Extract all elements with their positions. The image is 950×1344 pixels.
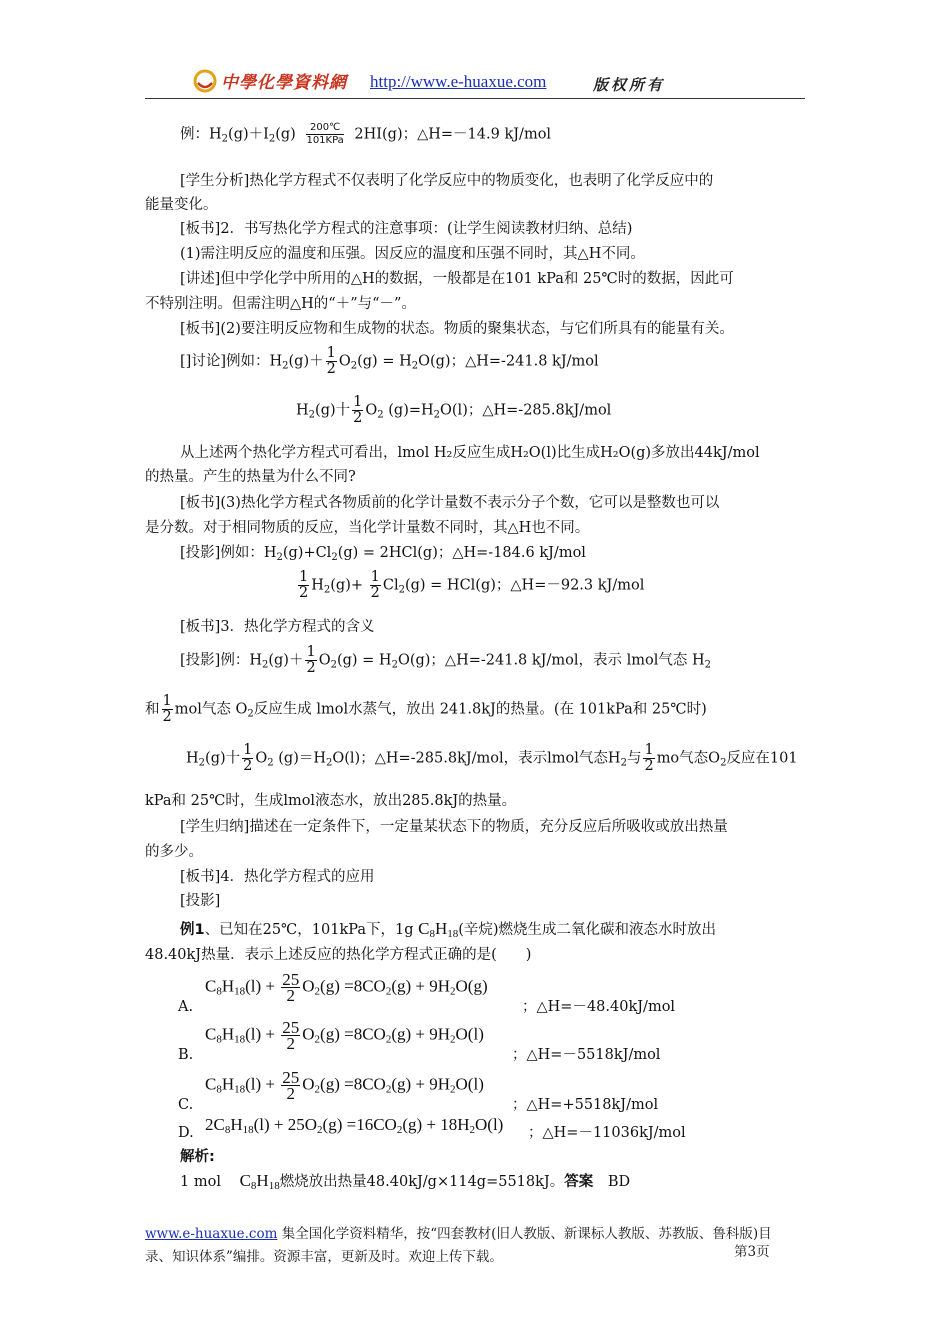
projection-half-hcl-equation: $\frac{1}{2}$ $H_2(g)+$ $\frac{1}{2}$ $Cl_2(g) = HCl(g)$；△H=－92.3 kJ/mol: [299, 569, 645, 601]
option-b-label: B.: [178, 1047, 194, 1063]
page-header: [145, 58, 805, 99]
page-number: 第3页: [734, 1244, 770, 1260]
logo-icon: [193, 69, 217, 93]
paragraph-line: [学生归纳]描述在一定条件下，一定量某状态下的物质，充分反应后所吸收或放出热量: [180, 819, 728, 835]
paragraph-line: 不特别注明。但需注明△H的“＋”与“－”。: [145, 296, 416, 312]
footer-line-1: www.e-huaxue.com 集全国化学资料精华，按“四套教材(旧人教版、新课标人教版、苏教版、鲁科版)目: [145, 1226, 772, 1242]
paragraph-line: 48.40kJ热量．表示上述反应的热化学方程式正确的是( ): [145, 947, 532, 963]
option-c-dh: ；△H=+5518kJ/mol: [512, 1097, 659, 1113]
example-hi-equation: 例：$H_2(g)+I_2(g)$ 200℃ 101KPa 2HI(g)；△H=－14.9 kJ/mol: [180, 122, 552, 146]
paragraph-line: 的多少。: [145, 844, 203, 860]
footer-line-2: 录、知识体系”编排。资源丰富，更新及时。欢迎上传下载。: [145, 1249, 503, 1265]
paragraph-line: [板书]2．书写热化学方程式的注意事项：(让学生阅读教材归纳、总结): [180, 221, 633, 237]
paragraph-line: 从上述两个热化学方程式可看出，lmol H₂反应生成H₂O(l)比生成H₂O(g)多放出44kJ/mol: [180, 445, 760, 461]
paragraph-line: 是分数。对于相同物质的反应，当化学计量数不同时，其△H也不同。: [145, 520, 590, 536]
paragraph-line: [板书](2)要注明反应物和生成物的状态。物质的聚集状态，与它们所具有的能量有关。: [180, 321, 734, 337]
paragraph-line: (1)需注明反应的温度和压强。因反应的温度和压强不同时，其△H不同。: [180, 246, 645, 262]
option-d-label: D.: [178, 1125, 194, 1141]
paragraph-line: [投影]: [180, 893, 221, 909]
option-a-dh: ；△H=－48.40kJ/mol: [522, 999, 676, 1015]
option-b-equation: $C_8H_{18}(l)$ + $\frac{25}{2}$ $O_2(g) =8CO_2(g) + 9H_2O(l)$: [205, 1018, 484, 1053]
logo-text: 中學化學資料網: [221, 73, 347, 93]
analysis-answer-line: 1 mol $C_8H_{18}$燃烧放出热量48.40kJ/g×114g=5518kJ。答案 BD: [180, 1171, 631, 1192]
paragraph-line: [板书]3．热化学方程式的含义: [180, 619, 375, 635]
projection-hcl-equation: [投影]例如：$H_2(g)+Cl_2(g) = 2HCl(g)$；△H=-184.6 kJ/mol: [180, 545, 586, 563]
option-c-equation: $C_8H_{18}(l)$ + $\frac{25}{2}$ $O_2(g) =8CO_2(g) + 9H_2O(l)$: [205, 1068, 484, 1103]
paragraph-line: [学生分析]热化学方程式不仅表明了化学反应中的物质变化，也表明了化学反应中的: [180, 173, 714, 189]
site-logo[interactable]: [193, 68, 347, 93]
analysis-label: 解析:: [180, 1149, 215, 1165]
discussion-equation-liquid: $H_2(g)$十 $\frac{1}{2}$ $O_2$ $(g)=H_2O(l)$；△H=-285.8kJ/mol: [296, 394, 612, 426]
option-a-label: A.: [178, 999, 194, 1015]
paragraph-line: kPa和 25℃时，生成lmol液态水，放出285.8kJ的热量。: [145, 793, 517, 809]
header-url-link[interactable]: http://www.e-huaxue.com: [370, 72, 547, 91]
example-1-question: 例1、已知在25℃，101kPa下，1g $C_8H_{18}$(辛烷)燃烧生成二氧化碳和液态水时放出: [180, 919, 717, 940]
meaning-equation-1: [投影]例：$H_2(g)+$ $\frac{1}{2}$ $O_2(g) = H_2O(g)$；△H=-241.8 kJ/mol，表示 lmol气态 $H_2$: [180, 644, 711, 676]
option-c-label: C.: [178, 1097, 194, 1113]
option-d-equation: $2C_8H_{18}(l) + 25O_2(g) =16CO_2(g) + 18H_2O(l)$: [205, 1115, 504, 1136]
paragraph-line: 能量变化。: [145, 197, 218, 213]
footer-site-link[interactable]: www.e-huaxue.com: [145, 1226, 278, 1242]
header-copyright: 版权所有: [593, 76, 666, 94]
meaning-line-2: 和 $\frac{1}{2}$ mol气态 $O_2$反应生成 lmol水蒸气，放出 241.8kJ的热量。(在 101kPa和 25℃时): [145, 693, 707, 725]
option-d-dh: ；△H=－11036kJ/mol: [528, 1125, 686, 1141]
meaning-equation-2: $H_2(g)$十 $\frac{1}{2}$ $O_2$ $(g)=H_2O(l)$；△H=-285.8kJ/mol，表示lmol气态$H_2$与 $\frac{1}{2}$ mo气态$O_2$反应在101: [186, 742, 798, 774]
discussion-equation-gas: []讨论]例如：$H_2(g)+$ $\frac{1}{2}$ $O_2(g) = H_2O(g)$；△H=-241.8 kJ/mol: [180, 345, 599, 377]
paragraph-line: 的热量。产生的热量为什么不同?: [145, 469, 356, 485]
paragraph-line: [板书](3)热化学方程式各物质前的化学计量数不表示分子个数，它可以是整数也可以: [180, 495, 720, 511]
option-a-equation: $C_8H_{18}(l)$ + $\frac{25}{2}$ $O_2(g) =8CO_2(g) + 9H_2O(g)$: [205, 970, 488, 1005]
option-b-dh: ；△H=－5518kJ/mol: [512, 1047, 661, 1063]
reaction-condition: 200℃ 101KPa: [306, 122, 344, 146]
paragraph-line: [板书]4．热化学方程式的应用: [180, 869, 375, 885]
paragraph-line: [讲述]但中学化学中所用的△H的数据，一般都是在101 kPa和 25℃时的数据，因此可: [180, 271, 734, 287]
